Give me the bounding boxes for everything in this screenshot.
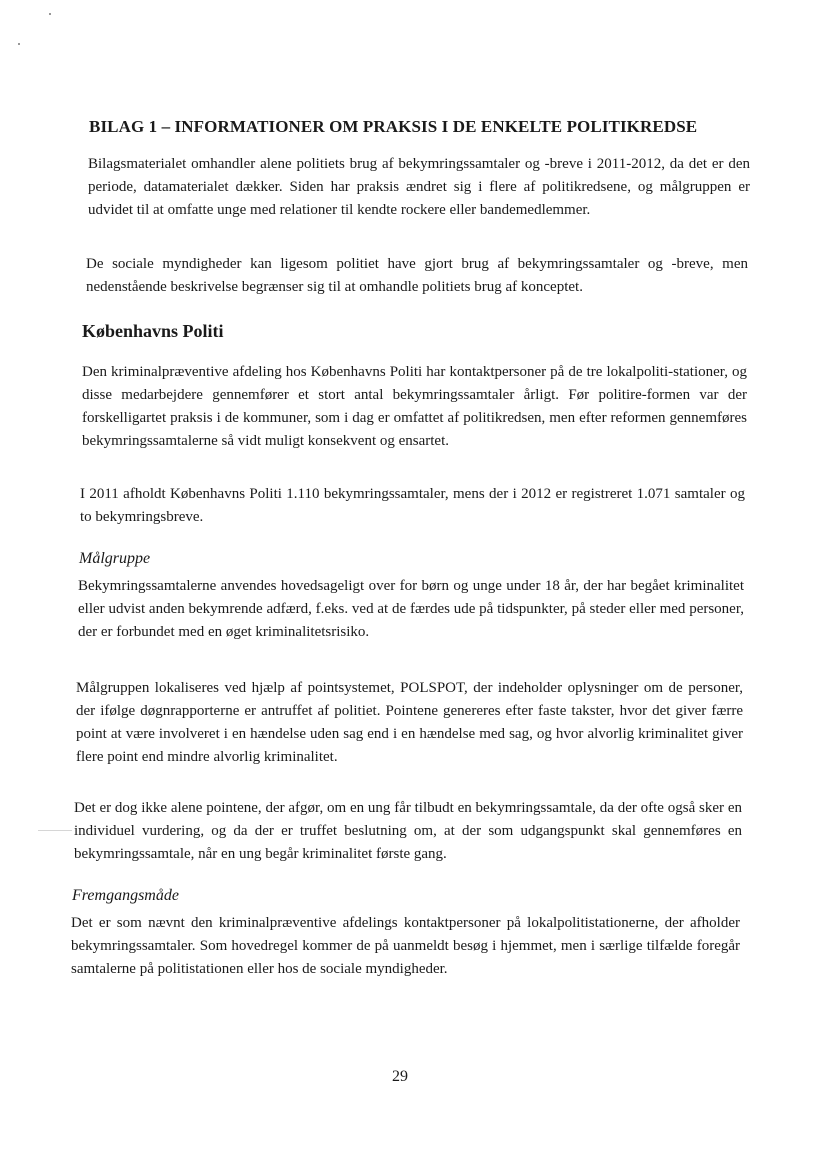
appendix-heading: BILAG 1 – INFORMATIONER OM PRAKSIS I DE ENKELTE POLITIKREDSE xyxy=(89,117,698,136)
subsection-title-fremgangsmade: Fremgangsmåde xyxy=(72,887,179,904)
section-paragraph-1: Den kriminalpræventive afdeling hos Københavns Politi har kontaktpersoner på de tre lokalpoliti-stationer, og disse medarbejdere gennemfører et stort antal bekymringssamtaler årligt. Før politire-formen var der forskelligartet praksis i de kommuner, som i dag er omfattet af politikredsen, men efter reformen gennemføres bekymringssamtalerne så vidt muligt konsekvent og ensartet. xyxy=(82,364,747,449)
subsection-paragraph: Bekymringssamtalerne anvendes hovedsageligt over for børn og unge under 18 år, der har begået kriminalitet eller udvist anden bekymrende adfærd, f.eks. ved at de færdes ude på tidspunkter, på steder eller med personer, der er forbundet med en øget kriminalitetsrisiko. xyxy=(78,578,744,640)
intro-paragraph-2: De sociale myndigheder kan ligesom politiet have gjort brug af bekymringssamtaler og -breve, men nedenstående beskrivelse begrænser sig til at omhandle politiets brug af konceptet. xyxy=(86,256,748,295)
subsection-title-malgruppe: Målgruppe xyxy=(79,550,151,567)
section-paragraph-2: I 2011 afholdt Københavns Politi 1.110 bekymringssamtaler, mens der i 2012 er registreret 1.071 samtaler og to bekymringsbreve. xyxy=(80,486,745,525)
subsection-paragraph: Målgruppen lokaliseres ved hjælp af pointsystemet, POLSPOT, der indeholder oplysninger om de personer, der ifølge døgnrapporterne er antruffet af politiet. Pointene genereres efter faste takster, hvor det giver færre point at være involveret i en hændelse uden sag end i en hændelse med sag, og hvor alvorlig kriminalitet giver flere point end mindre alvorlig kriminalitet. xyxy=(76,680,743,765)
subsection-paragraph: Det er som nævnt den kriminalpræventive afdelings kontaktpersoner på lokalpolitistationerne, der afholder bekymringssamtaler. Som hovedregel kommer de på uanmeldt besøg i hjemmet, men i særlige tilfælde foregår samtalerne på politistationen eller hos de sociale myndigheder. xyxy=(71,915,740,977)
scan-artifact-line xyxy=(38,830,72,831)
subsection-paragraph: Det er dog ikke alene pointene, der afgør, om en ung får tilbudt en bekymringssamtale, da der ofte også sker en individuel vurdering, og da der er truffet beslutning om, at der som udgangspunkt skal gennemføres en bekymringssamtale, når en ung begår kriminalitet første gang. xyxy=(74,800,742,862)
intro-paragraph-1: Bilagsmaterialet omhandler alene politiets brug af bekymringssamtaler og -breve i 2011-2012, da det er den periode, datamaterialet dækker. Siden har praksis ændret sig i flere af politikredsene, og målgruppen er udvidet til at omfatte unge med relationer til kendte rockere eller bandemedlemmer. xyxy=(88,156,750,218)
page-number: 29 xyxy=(392,1068,408,1085)
scan-speck xyxy=(18,43,20,45)
scan-speck xyxy=(49,13,51,15)
section-title: Københavns Politi xyxy=(82,321,224,341)
